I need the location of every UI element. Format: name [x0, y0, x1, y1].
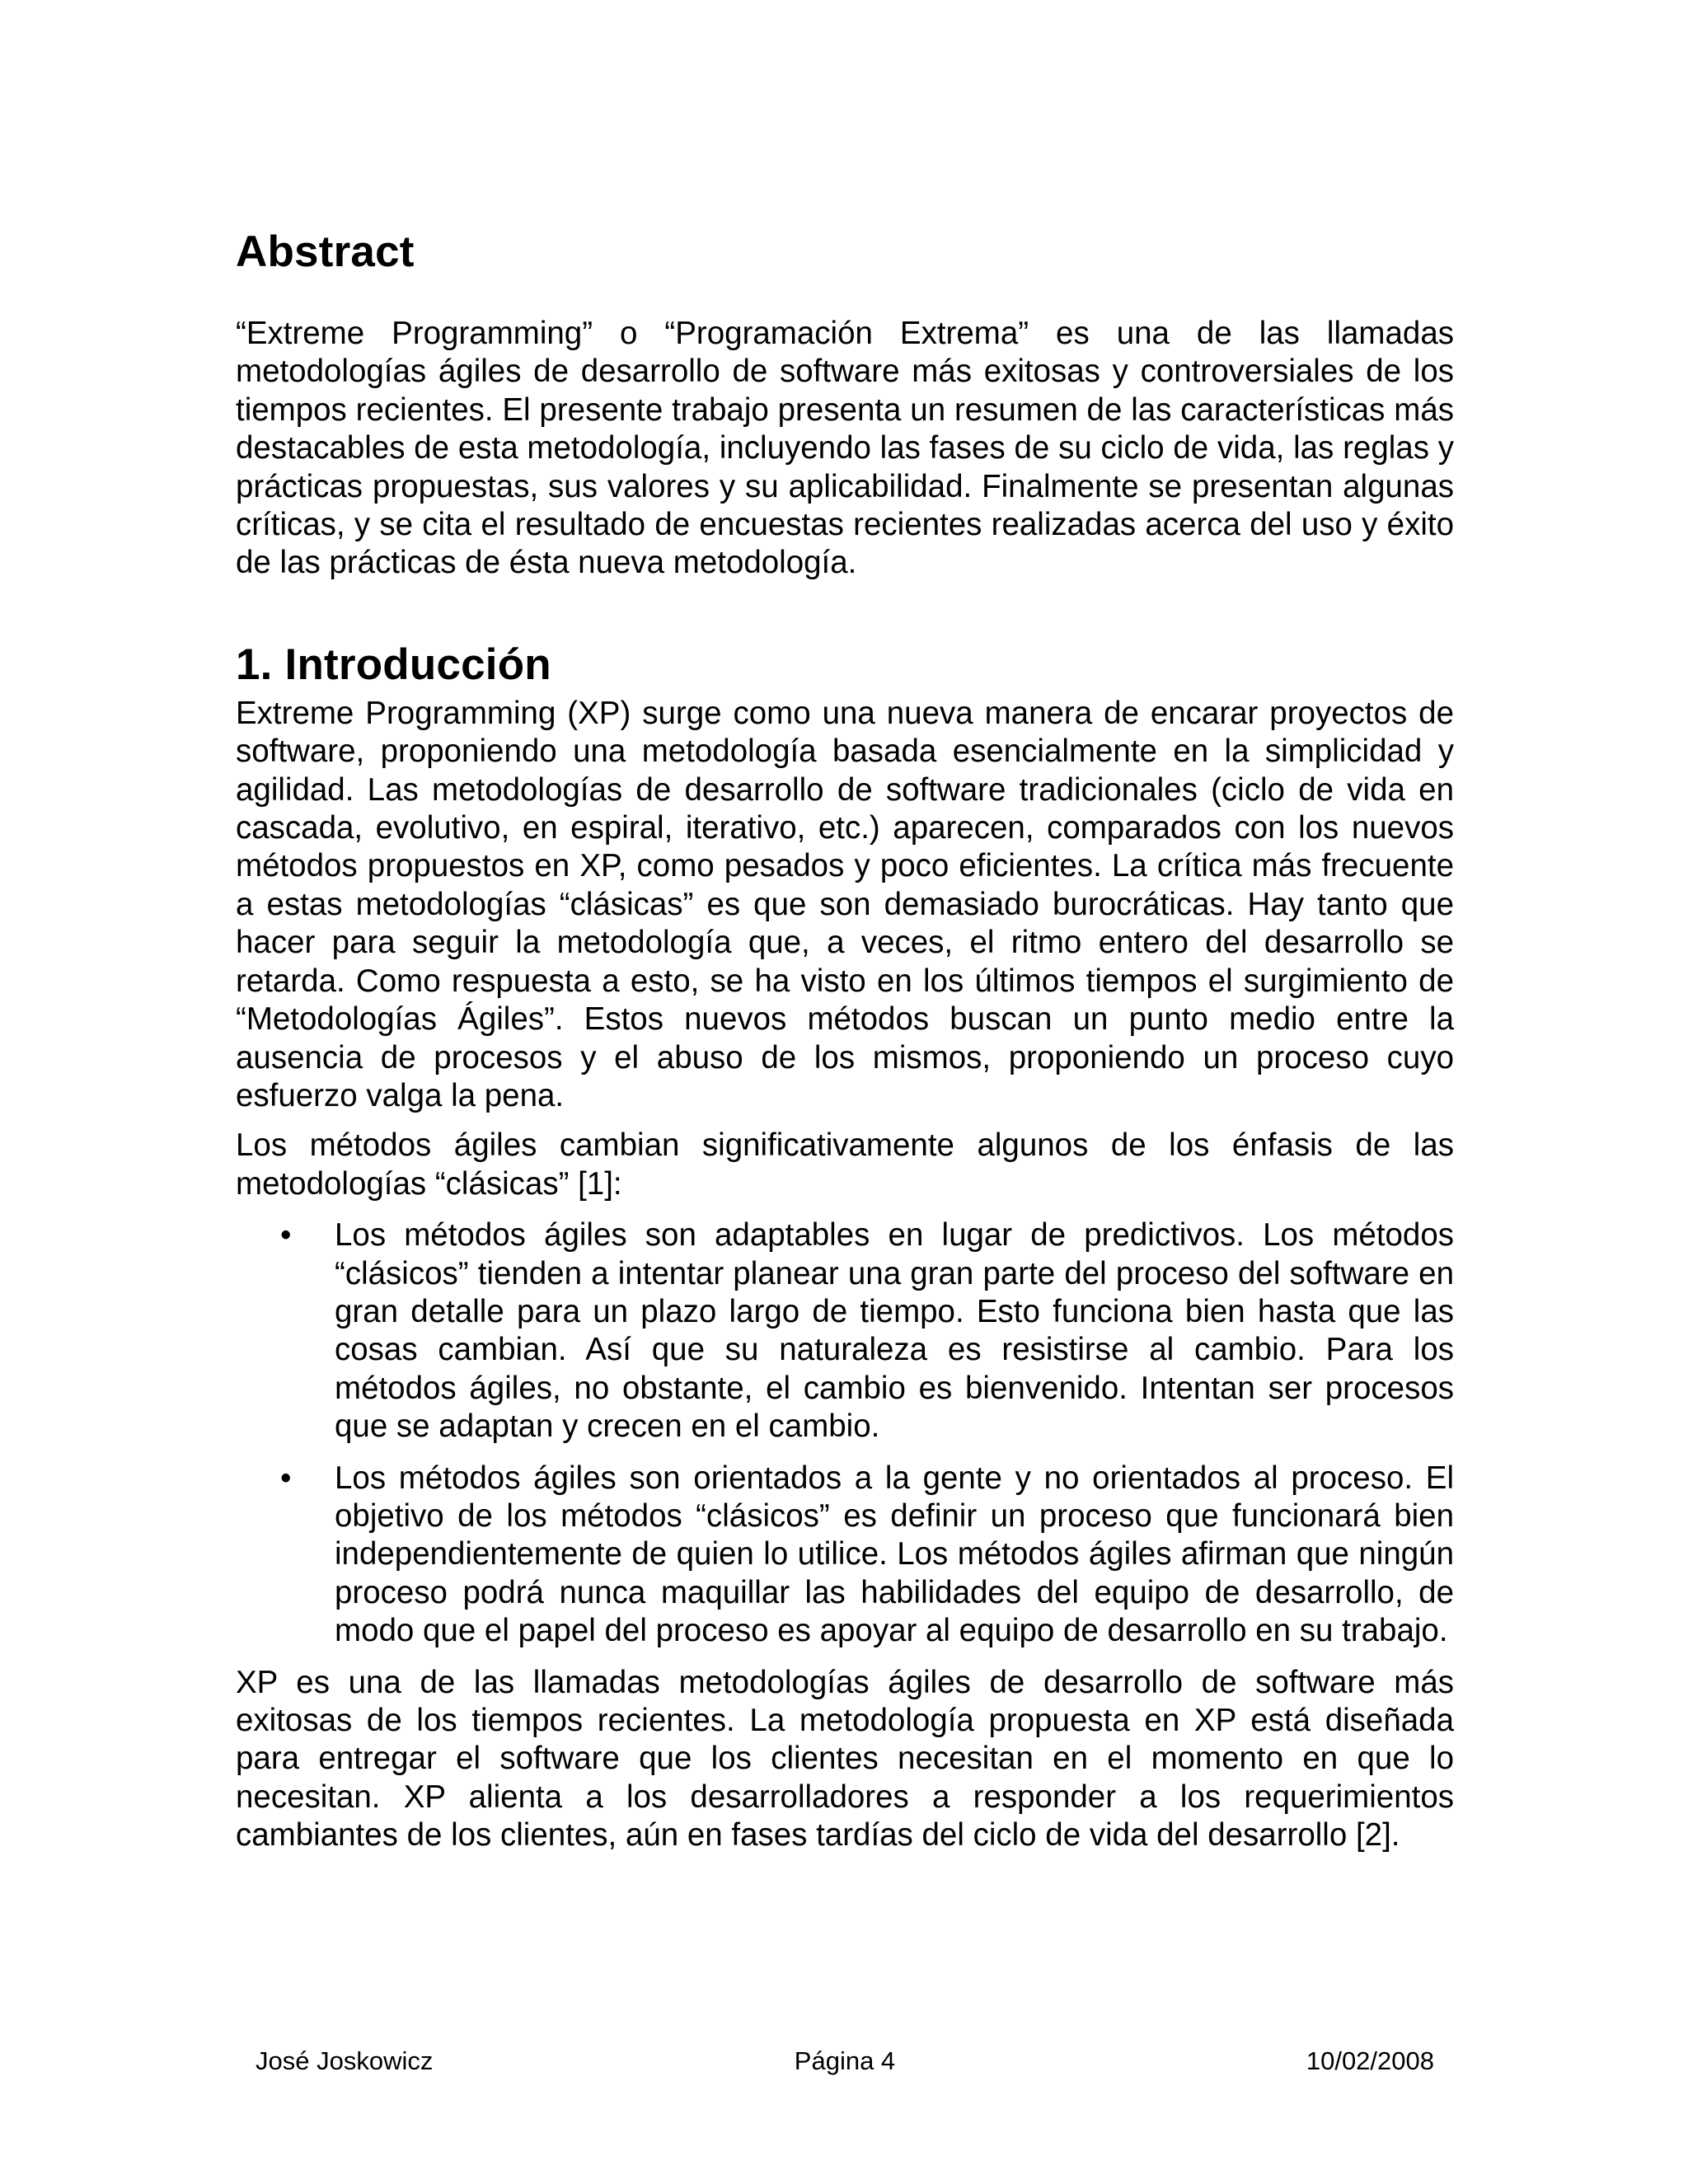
intro-paragraph-1: Extreme Programming (XP) surge como una nueva manera de encarar proyectos de software, proponiendo una metodología basada esencialmente en la simplicidad y agilidad. Las metodologías de desarrollo de software tradicionales (ciclo de vida en cascada, evolutivo, en espiral, iterativo, etc.) aparecen, comparados con los nuevos métodos propuestos en XP, como pesados y poco eficientes. La crítica más frecuente a estas metodologías “clásicas” es que son demasiado burocráticas. Hay tanto que hacer para seguir la metodología que, a veces, el ritmo entero del desarrollo se retarda. Como respuesta a esto, se ha visto en los últimos tiempos el surgimiento de “Metodologías Ágiles”. Estos nuevos métodos buscan un punto medio entre la ausencia de procesos y el abuso de los mismos, proponiendo un proceso cuyo esfuerzo valga la pena. [236, 695, 1454, 1113]
bullet-item-orientados-gente [280, 1460, 1454, 1651]
abstract-paragraph: “Extreme Programming” o “Programación Extrema” es una de las llamadas metodologías ágiles de desarrollo de software más exitosas y controversiales de los tiempos recientes. El presente trabajo presenta un resumen de las características más destacables de esta metodología, incluyendo las fases de su ciclo de vida, las reglas y prácticas propuestas, sus valores y su aplicabilidad. Finalmente se presentan algunas críticas, y se cita el resultado de encuestas recientes realizadas acerca del uso y éxito de las prácticas de ésta nueva metodología. [236, 316, 1454, 581]
intro-paragraph-2: Los métodos ágiles cambian significativamente algunos de los énfasis de las metodologías “clásicas” [1]: [236, 1127, 1454, 1202]
bullet-item-adaptables [280, 1216, 1454, 1446]
bullet-icon: • [280, 1217, 292, 1254]
bullet-text: Los métodos ágiles son orientados a la gente y no orientados al proceso. El objetivo de los métodos “clásicos” es definir un proceso que funcionará bien independientemente de quien lo utilice. Los métodos ágiles afirman que ningún proceso podrá nunca maquillar las habilidades del equipo de desarrollo, de modo que el papel del proceso es apoyar al equipo de desarrollo en su trabajo. [335, 1460, 1454, 1649]
abstract-heading: Abstract [236, 227, 415, 276]
section-heading-introduccion: 1. Introducción [236, 640, 551, 689]
intro-closing-paragraph: XP es una de las llamadas metodologías ágiles de desarrollo de software más exitosas de los tiempos recientes. La metodología propuesta en XP está diseñada para entregar el software que los clientes necesitan en el momento en que lo necesitan. XP alienta a los desarrolladores a responder a los requerimientos cambiantes de los clientes, aún en fases tardías del ciclo de vida del desarrollo [2]. [236, 1664, 1454, 1854]
bullet-list [236, 1216, 1454, 1650]
footer-author: José Joskowicz [256, 2046, 434, 2075]
page-content [236, 224, 1454, 1855]
footer-date: 10/02/2008 [1306, 2046, 1434, 2075]
page-footer [256, 2042, 1434, 2080]
bullet-text: Los métodos ágiles son adaptables en lugar de predictivos. Los métodos “clásicos” tienden a intentar planear una gran parte del proceso del software en gran detalle para un plazo largo de tiempo. Esto funciona bien hasta que las cosas cambian. Así que su naturaleza es resistirse al cambio. Para los métodos ágiles, no obstante, el cambio es bienvenido. Intentan ser procesos que se adaptan y crecen en el cambio. [335, 1217, 1454, 1445]
bullet-icon: • [280, 1460, 292, 1496]
footer-page-number: Página 4 [794, 2046, 896, 2075]
